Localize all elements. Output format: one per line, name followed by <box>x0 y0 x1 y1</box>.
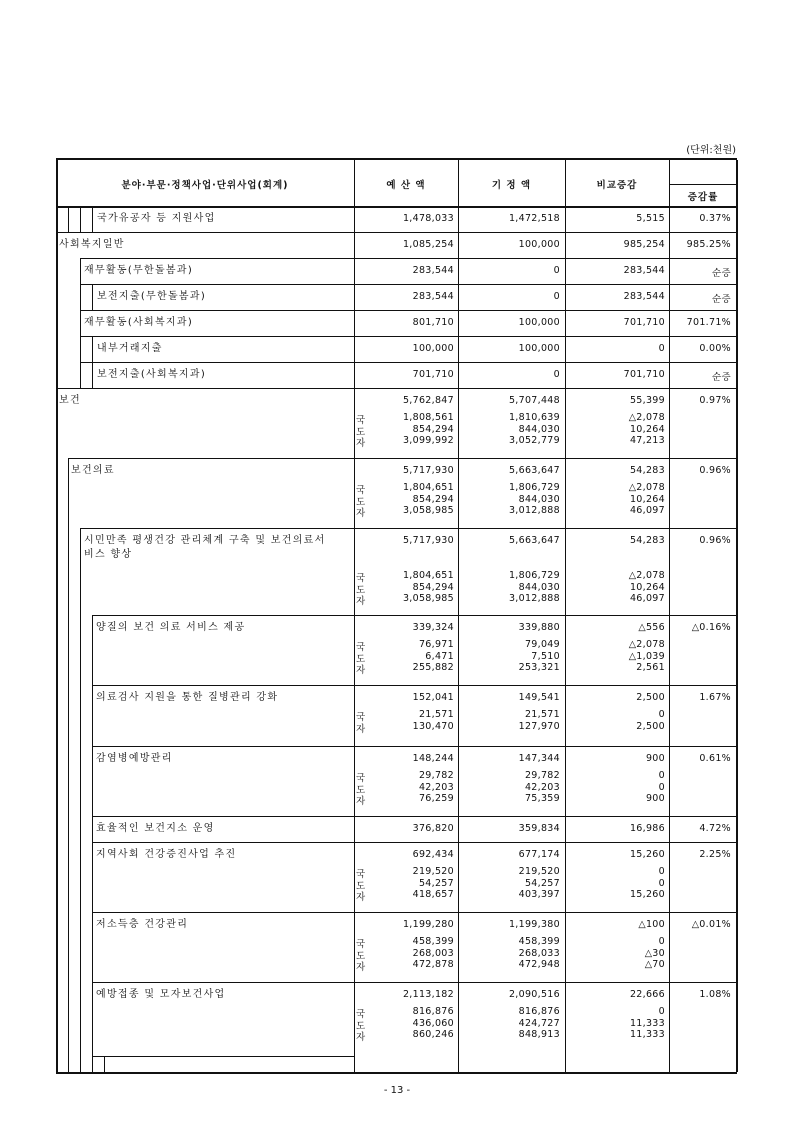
rate-value: 0.96% <box>699 535 731 546</box>
source-code: 자 <box>356 508 366 519</box>
budget-value: 148,244 <box>412 753 454 764</box>
row-name: 재무활동(무한돌봄과) <box>84 265 194 276</box>
existing-value: 5,663,647 <box>508 535 560 546</box>
row-divider <box>80 362 736 363</box>
row-name: 저소득층 건강관리 <box>96 919 189 930</box>
tree-guide-line <box>104 1056 105 1072</box>
row-name <box>84 534 348 562</box>
diff-value: △2,078 <box>628 482 665 493</box>
source-code: 자 <box>356 892 366 903</box>
source-code: 자 <box>356 962 366 973</box>
budget-value: 21,571 <box>418 709 454 720</box>
budget-value: 29,782 <box>418 770 454 781</box>
header-diff: 비교증감 <box>596 180 638 191</box>
existing-value: 42,203 <box>524 781 560 793</box>
col-divider <box>669 160 670 1072</box>
diff-value: 2,500 <box>636 692 665 703</box>
row-name: 보전지출(사회복지과) <box>97 369 207 380</box>
budget-value: 5,762,847 <box>402 395 454 406</box>
budget-value: 3,099,992 <box>402 435 454 446</box>
table-right-border <box>736 160 738 1072</box>
budget-value: 255,882 <box>412 662 454 673</box>
existing-value: 816,876 <box>518 1006 560 1017</box>
tree-guide-line <box>80 258 81 388</box>
diff-value: 2,561 <box>636 662 665 673</box>
diff-value: 0 <box>658 936 665 947</box>
row-divider <box>80 258 736 259</box>
source-code: 국 <box>356 1009 366 1020</box>
diff-value: 900 <box>645 753 665 764</box>
existing-value: 1,472,518 <box>508 213 560 224</box>
diff-value: 11,333 <box>629 1017 665 1029</box>
row-name: 의료검사 지원을 통한 질병관리 강화 <box>96 692 279 703</box>
budget-value: 6,471 <box>425 650 454 662</box>
diff-value: △2,078 <box>628 412 665 423</box>
diff-value: 10,264 <box>629 493 665 505</box>
row-name: 사회복지일반 <box>59 239 125 250</box>
source-code: 국 <box>356 712 366 723</box>
row-divider <box>68 458 736 459</box>
existing-value: 21,571 <box>524 709 560 720</box>
diff-value: △70 <box>644 959 665 970</box>
existing-value: 219,520 <box>518 866 560 877</box>
source-code: 도 <box>356 496 366 508</box>
budget-value: 2,113,182 <box>402 989 454 1000</box>
budget-value: 418,657 <box>412 889 454 900</box>
row-divider <box>92 746 736 747</box>
row-name: 보전지출(무한돌봄과) <box>97 291 207 302</box>
rate-value: 985.25% <box>686 239 731 250</box>
budget-value: 860,246 <box>412 1029 454 1040</box>
diff-value: 0 <box>658 877 665 889</box>
source-code: 국 <box>356 642 366 653</box>
budget-value: 152,041 <box>412 692 454 703</box>
rate-value: 701.71% <box>686 317 731 328</box>
existing-value: 147,344 <box>518 753 560 764</box>
row-name-line: 비스 향상 <box>84 549 133 560</box>
row-divider <box>80 284 736 285</box>
existing-value: 5,663,647 <box>508 465 560 476</box>
existing-value: 3,012,888 <box>508 505 560 516</box>
col-divider <box>354 160 355 1072</box>
rate-value: 순증 <box>712 372 731 383</box>
tree-guide-line <box>92 284 93 310</box>
existing-value: 1,806,729 <box>508 570 560 581</box>
row-name: 보건의료 <box>71 465 115 476</box>
diff-value: 54,283 <box>629 465 665 476</box>
budget-value: 436,060 <box>412 1017 454 1029</box>
source-code: 자 <box>356 1032 366 1043</box>
existing-value: 1,810,639 <box>508 412 560 423</box>
source-code: 도 <box>356 584 366 596</box>
existing-value: 3,052,779 <box>508 435 560 446</box>
budget-value: 283,544 <box>412 265 454 276</box>
budget-value: 130,470 <box>412 720 454 732</box>
budget-value: 854,294 <box>412 423 454 435</box>
existing-value: 54,257 <box>524 877 560 889</box>
rate-header-divider <box>669 184 737 185</box>
existing-value: 2,090,516 <box>508 989 560 1000</box>
budget-value: 100,000 <box>412 343 454 354</box>
source-code: 자 <box>356 796 366 807</box>
diff-value: 5,515 <box>636 213 665 224</box>
budget-table <box>56 158 737 1074</box>
rate-value: △0.01% <box>691 919 731 930</box>
diff-value: 46,097 <box>629 593 665 604</box>
row-name: 효율적인 보건지소 운영 <box>96 823 215 834</box>
budget-value: 54,257 <box>418 877 454 889</box>
budget-value: 1,804,651 <box>402 570 454 581</box>
existing-value: 424,727 <box>518 1017 560 1029</box>
source-code: 도 <box>356 880 366 892</box>
existing-value: 1,199,380 <box>508 919 560 930</box>
table-left-border <box>56 160 58 1072</box>
budget-value: 283,544 <box>412 291 454 302</box>
diff-value: △1,039 <box>628 650 665 662</box>
budget-value: 76,259 <box>418 793 454 804</box>
existing-value: 472,948 <box>518 959 560 970</box>
table-header <box>56 160 737 208</box>
rate-value: 0.96% <box>699 465 731 476</box>
diff-value: 701,710 <box>623 317 665 328</box>
row-name-line: 시민만족 평생건강 관리체계 구축 및 보건의료서 <box>84 535 326 546</box>
rate-value: 1.08% <box>699 989 731 1000</box>
source-code: 자 <box>356 723 366 735</box>
header-budget: 예 산 액 <box>386 180 426 191</box>
budget-value: 376,820 <box>412 823 454 834</box>
existing-value: 75,359 <box>524 793 560 804</box>
budget-value: 268,003 <box>412 947 454 959</box>
rate-value: △0.16% <box>691 622 731 633</box>
existing-value: 0 <box>553 291 560 302</box>
diff-value: 0 <box>658 1006 665 1017</box>
budget-value: 472,878 <box>412 959 454 970</box>
budget-value: 5,717,930 <box>402 465 454 476</box>
diff-value: 55,399 <box>629 395 665 406</box>
col-divider <box>565 160 566 1072</box>
existing-value: 149,541 <box>518 692 560 703</box>
existing-value: 100,000 <box>518 239 560 250</box>
row-divider <box>92 982 736 983</box>
source-code: 도 <box>356 784 366 796</box>
budget-value: 801,710 <box>412 317 454 328</box>
diff-value: 22,666 <box>629 989 665 1000</box>
diff-value: 0 <box>658 866 665 877</box>
rate-value: 순증 <box>712 294 731 305</box>
source-code: 국 <box>356 869 366 880</box>
budget-value: 219,520 <box>412 866 454 877</box>
tree-guide-line <box>80 206 81 232</box>
existing-value: 29,782 <box>524 770 560 781</box>
row-divider <box>92 615 736 616</box>
budget-value: 3,058,985 <box>402 593 454 604</box>
budget-value: 1,199,280 <box>402 919 454 930</box>
diff-value: 985,254 <box>623 239 665 250</box>
existing-value: 339,880 <box>518 622 560 633</box>
diff-value: 10,264 <box>629 581 665 593</box>
diff-value: 47,213 <box>629 435 665 446</box>
col-divider <box>458 160 459 1072</box>
diff-value: 11,333 <box>629 1029 665 1040</box>
page-number: - 13 - <box>383 1085 411 1096</box>
rate-value: 0.61% <box>699 753 731 764</box>
budget-value: 1,478,033 <box>402 213 454 224</box>
row-divider <box>92 912 736 913</box>
budget-value: 1,808,561 <box>402 412 454 423</box>
existing-value: 359,834 <box>518 823 560 834</box>
budget-value: 854,294 <box>412 581 454 593</box>
diff-value: 283,544 <box>623 265 665 276</box>
existing-value: 844,030 <box>518 581 560 593</box>
existing-value: 5,707,448 <box>508 395 560 406</box>
budget-value: 1,804,651 <box>402 482 454 493</box>
existing-value: 127,970 <box>518 720 560 732</box>
row-divider <box>56 232 736 233</box>
tree-guide-line <box>92 615 93 1072</box>
diff-value: 15,260 <box>629 849 665 860</box>
row-name: 양질의 보건 의료 서비스 제공 <box>96 622 246 633</box>
existing-value: 7,510 <box>531 650 560 662</box>
existing-value: 848,913 <box>518 1029 560 1040</box>
diff-value: 10,264 <box>629 423 665 435</box>
source-code: 국 <box>356 485 366 496</box>
source-code: 국 <box>356 573 366 584</box>
diff-value: 701,710 <box>623 369 665 380</box>
existing-value: 0 <box>553 265 560 276</box>
tree-guide-line <box>92 206 93 232</box>
row-divider <box>80 310 736 311</box>
source-code: 도 <box>356 950 366 962</box>
diff-value: 16,986 <box>629 823 665 834</box>
budget-value: 816,876 <box>412 1006 454 1017</box>
rate-value: 0.00% <box>699 343 731 354</box>
source-code: 도 <box>356 426 366 438</box>
diff-value: 0 <box>658 709 665 720</box>
diff-value: △100 <box>638 919 665 930</box>
row-divider <box>92 1056 354 1057</box>
diff-value: 283,544 <box>623 291 665 302</box>
source-code: 자 <box>356 596 366 607</box>
row-name: 감염병예방관리 <box>96 753 173 764</box>
row-divider <box>80 336 736 337</box>
row-divider <box>92 816 736 817</box>
source-code: 자 <box>356 665 366 676</box>
budget-value: 1,085,254 <box>402 239 454 250</box>
budget-value: 5,717,930 <box>402 535 454 546</box>
existing-value: 0 <box>553 369 560 380</box>
source-code: 국 <box>356 415 366 426</box>
source-code: 국 <box>356 939 366 950</box>
existing-value: 458,399 <box>518 936 560 947</box>
rate-value: 1.67% <box>699 692 731 703</box>
diff-value: △2,078 <box>628 570 665 581</box>
row-divider <box>92 685 736 686</box>
diff-value: 900 <box>645 793 665 804</box>
diff-value: △556 <box>638 622 665 633</box>
budget-value: 42,203 <box>418 781 454 793</box>
budget-value: 701,710 <box>412 369 454 380</box>
row-name: 국가유공자 등 지원사업 <box>97 213 216 224</box>
diff-value: △2,078 <box>628 639 665 650</box>
diff-value: 54,283 <box>629 535 665 546</box>
existing-value: 3,012,888 <box>508 593 560 604</box>
diff-value: 0 <box>658 770 665 781</box>
rate-value: 0.37% <box>699 213 731 224</box>
diff-value: 2,500 <box>636 720 665 732</box>
budget-value: 692,434 <box>412 849 454 860</box>
source-code: 도 <box>356 653 366 665</box>
existing-value: 844,030 <box>518 423 560 435</box>
tree-guide-line <box>80 528 81 1072</box>
row-divider <box>80 528 736 529</box>
budget-value: 339,324 <box>412 622 454 633</box>
budget-value: 458,399 <box>412 936 454 947</box>
existing-value: 100,000 <box>518 317 560 328</box>
rate-value: 2.25% <box>699 849 731 860</box>
budget-value: 3,058,985 <box>402 505 454 516</box>
rate-value: 순증 <box>712 268 731 279</box>
row-name: 재무활동(사회복지과) <box>84 317 194 328</box>
tree-guide-line <box>68 458 69 1072</box>
source-code: 국 <box>356 773 366 784</box>
diff-value: 15,260 <box>629 889 665 900</box>
header-name: 분야·부문·정책사업·단위사업(회계) <box>121 180 289 191</box>
unit-label: (단위:천원) <box>686 145 736 156</box>
row-divider <box>56 388 736 389</box>
existing-value: 403,397 <box>518 889 560 900</box>
row-name: 내부거래지출 <box>97 343 163 354</box>
diff-value: 0 <box>658 781 665 793</box>
diff-value: 0 <box>658 343 665 354</box>
row-divider <box>92 842 736 843</box>
source-code: 도 <box>356 1020 366 1032</box>
source-code: 자 <box>356 438 366 449</box>
existing-value: 268,033 <box>518 947 560 959</box>
existing-value: 253,321 <box>518 662 560 673</box>
row-name: 지역사회 건강증진사업 추진 <box>96 849 237 860</box>
tree-guide-line <box>68 206 69 232</box>
budget-value: 854,294 <box>412 493 454 505</box>
rate-value: 4.72% <box>699 823 731 834</box>
budget-value: 76,971 <box>418 639 454 650</box>
row-name: 보건 <box>59 395 81 406</box>
existing-value: 100,000 <box>518 343 560 354</box>
diff-value: 46,097 <box>629 505 665 516</box>
header-rate: 증감률 <box>687 192 719 203</box>
existing-value: 79,049 <box>524 639 560 650</box>
existing-value: 677,174 <box>518 849 560 860</box>
existing-value: 1,806,729 <box>508 482 560 493</box>
diff-value: △30 <box>644 947 665 959</box>
row-name: 예방접종 및 모자보건사업 <box>96 989 226 1000</box>
header-existing: 기 정 액 <box>491 180 532 191</box>
rate-value: 0.97% <box>699 395 731 406</box>
existing-value: 844,030 <box>518 493 560 505</box>
